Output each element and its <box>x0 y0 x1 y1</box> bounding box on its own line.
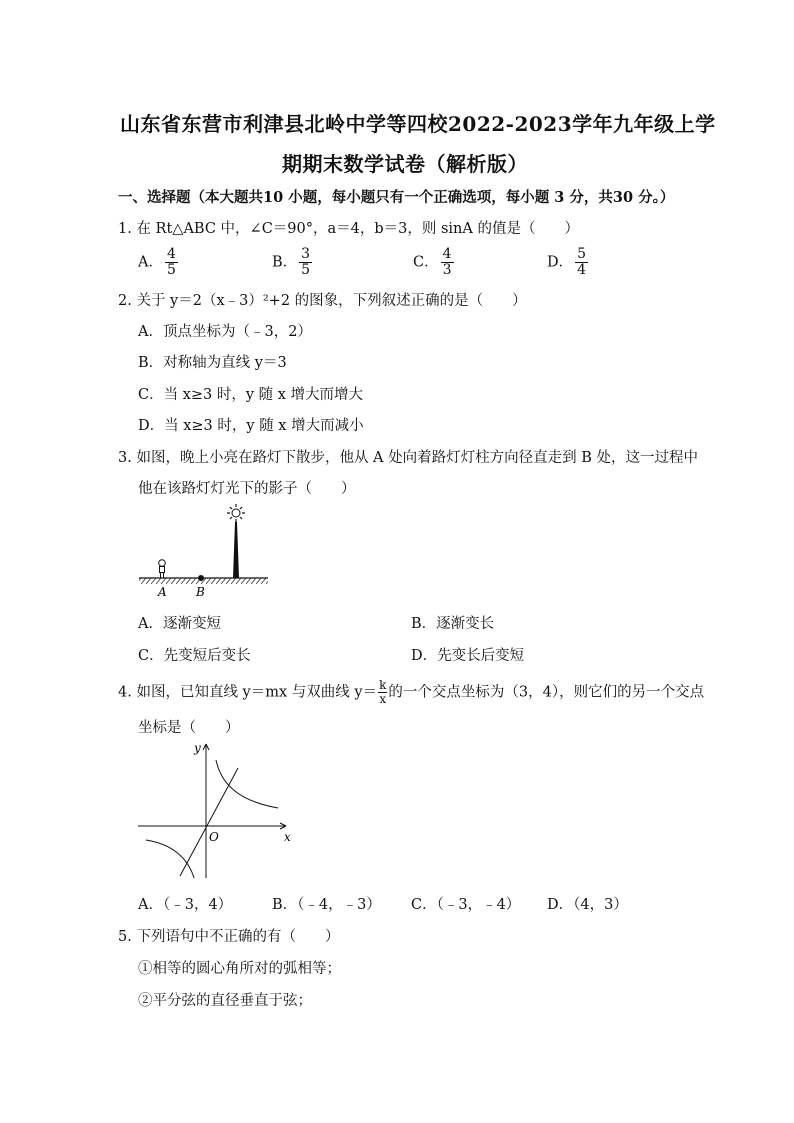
q1-option-d <box>547 247 588 278</box>
hyperbola-branch-lower <box>146 840 194 878</box>
question-5-stem: 5. 下列语句中不正确的有（ ） <box>118 929 340 945</box>
q4-option-c: C．（﹣3，﹣4） <box>411 897 521 913</box>
q4-stem-pre: 4. 如图，已知直线 y＝mx 与双曲线 y＝ <box>118 684 378 701</box>
q3-option-a: A．逐渐变短 <box>138 616 221 632</box>
denominator: x <box>379 692 387 706</box>
q4-option-b: B．（﹣4，﹣3） <box>272 897 381 913</box>
line-y-mx <box>180 768 238 876</box>
q1-option-c <box>413 247 454 278</box>
question-4-stem-line2: 坐标是（ ） <box>138 720 240 736</box>
q1-option-a <box>138 247 178 278</box>
numerator: k <box>379 678 387 692</box>
numerator: 3 <box>301 246 311 262</box>
streetlight-figure <box>136 500 276 602</box>
page-title-line1: 山东省东营市利津县北岭中学等四校2022-2023学年九年级上学 <box>120 112 716 136</box>
q5-item-2: ②平分弦的直径垂直于弦； <box>138 993 312 1009</box>
fraction <box>165 247 178 278</box>
point-b-dot <box>198 575 204 581</box>
q2-option-c: C．当 x≥3 时，y 随 x 增大而增大 <box>138 387 364 403</box>
option-label: B． <box>272 254 298 271</box>
person-icon <box>159 560 166 578</box>
page-title-line2: 期期末数学试卷（解析版） <box>282 152 528 176</box>
question-3-stem-line1: 3. 如图，晚上小亮在路灯下散步，他从 A 处向着路灯灯柱方向径直走到 B 处，这一过程中 <box>118 450 699 466</box>
hyperbola-figure <box>136 740 296 880</box>
fraction <box>575 247 588 278</box>
label-y: y <box>194 741 201 755</box>
denominator: 5 <box>166 262 176 278</box>
denominator: 3 <box>442 262 452 278</box>
hyperbola-branch-upper <box>216 760 278 808</box>
lamp-light-icon <box>227 504 245 522</box>
q2-option-a: A．顶点坐标为（﹣3，2） <box>138 324 312 340</box>
option-label: A． <box>138 254 163 271</box>
option-label: D． <box>547 254 574 271</box>
q3-option-d: D．先变长后变短 <box>411 648 525 664</box>
label-a: A <box>158 585 167 599</box>
section-heading: 一、选择题（本大题共10 小题，每小题只有一个正确选项，每小题 3 分，共30 分。） <box>118 189 675 206</box>
question-4-stem-line1 <box>118 679 704 706</box>
lamp-post <box>233 522 239 578</box>
question-1-stem: 1. 在 Rt△ABC 中，∠C＝90°，a＝4，b＝3，则 sinA 的值是（ ） <box>118 221 579 237</box>
q1-option-b <box>272 247 312 278</box>
q2-option-b: B．对称轴为直线 y＝3 <box>138 355 287 371</box>
option-label: C． <box>413 254 439 271</box>
fraction <box>299 247 312 278</box>
q3-option-b: B．逐渐变长 <box>411 616 495 632</box>
k-over-x-fraction <box>378 679 387 706</box>
label-x: x <box>284 830 291 844</box>
denominator: 4 <box>577 262 587 278</box>
label-origin: O <box>209 830 219 844</box>
denominator: 5 <box>301 262 311 278</box>
label-b: B <box>196 585 205 599</box>
question-2-stem: 2. 关于 y＝2（x﹣3）²+2 的图象，下列叙述正确的是（ ） <box>118 293 527 309</box>
q5-item-1: ①相等的圆心角所对的弧相等； <box>138 961 341 977</box>
numerator: 4 <box>442 246 452 262</box>
question-3-stem-line2: 他在该路灯灯光下的影子（ ） <box>138 481 356 497</box>
numerator: 4 <box>166 246 176 262</box>
q4-option-a: A．（﹣3，4） <box>138 897 233 913</box>
q4-option-d: D．（4，3） <box>547 897 628 913</box>
q4-stem-post: 的一个交点坐标为（3，4），则它们的另一个交点 <box>388 684 705 701</box>
numerator: 5 <box>577 246 587 262</box>
q2-option-d: D．当 x≥3 时，y 随 x 增大而减小 <box>138 418 364 434</box>
fraction <box>441 247 454 278</box>
q3-option-c: C．先变短后变长 <box>138 648 251 664</box>
